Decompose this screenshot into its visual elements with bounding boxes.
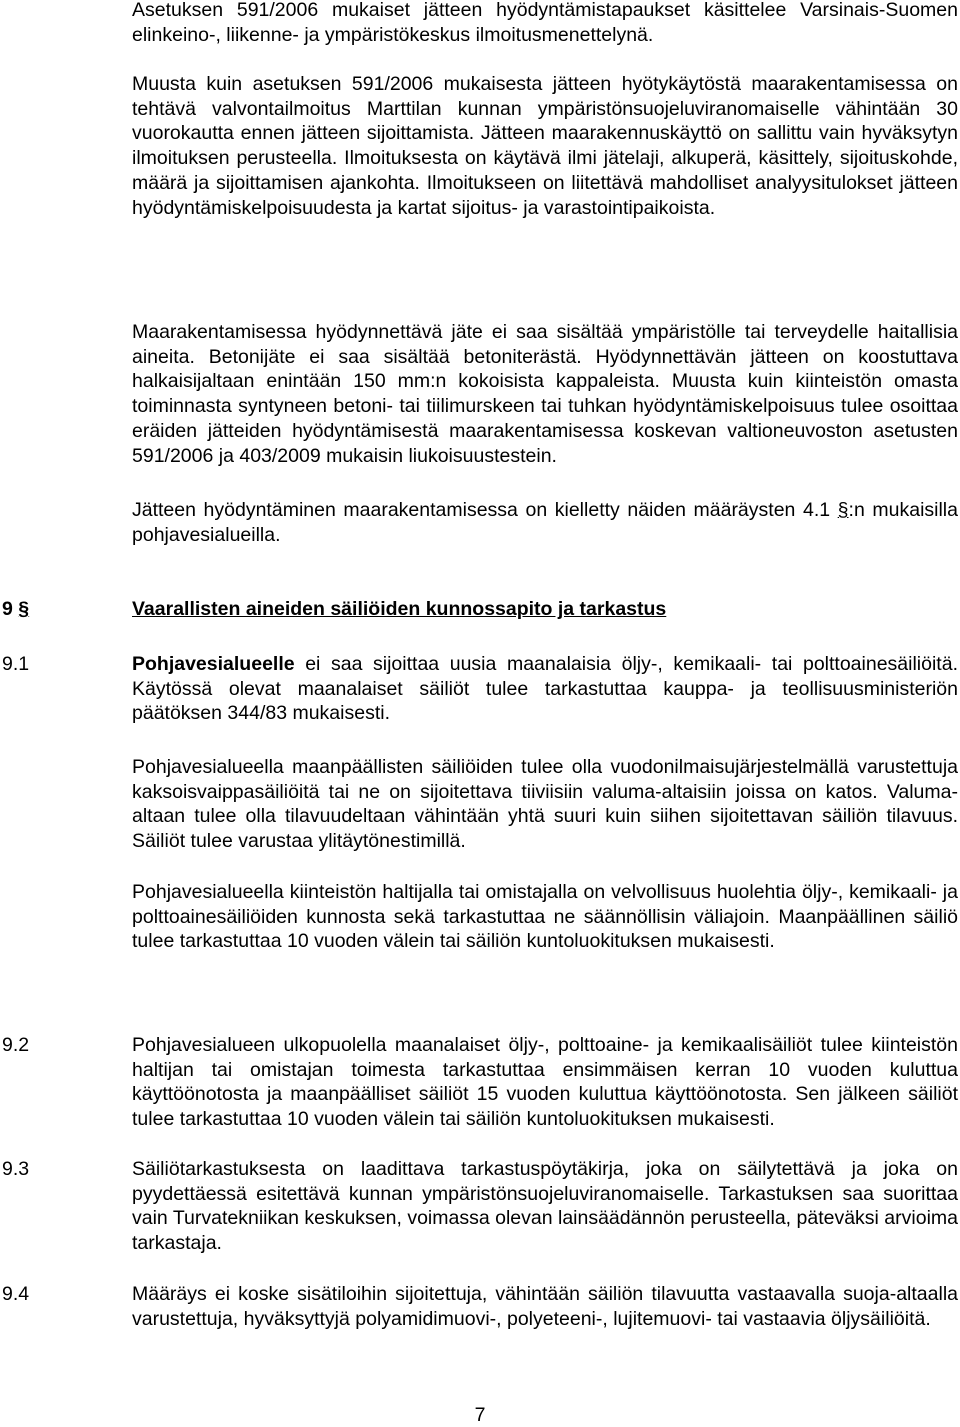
item-9-3-paragraph: Säiliötarkastuksesta on laadittava tarkastuspöytäkirja, joka on säilytettävä ja joka on pyydettäessä esitettävä kunnan ympäristönsuojeluviranomaiselle. Tarkastuksen saa suorittaa vain Turvatekniikan keskuksen, voimassa olevan lainsäädännön perusteella, päteväksi arvioima tarkastaja. (132, 1158, 958, 1255)
p4-text-after: :n mukaisilla pohjavesialueilla. (132, 499, 958, 546)
item-9-1-paragraph-1 (132, 652, 958, 726)
item-9-1-paragraph-3: Pohjavesialueella kiinteistön haltijalla tai omistajalla on velvollisuus huolehtia öljy-, kemikaali- ja polttoainesäiliöiden kunnosta sekä tarkastuttaa ne säännöllisin väliajoin. Maanpäällinen säiliö tulee tarkastuttaa 10 vuoden välein tai säiliön kuntoluokituksen mukaisesti. (132, 881, 958, 953)
item-9-4-paragraph: Määräys ei koske sisätiloihin sijoitettuja, vähintään säiliön tilavuutta vastaavalla suoja-altaalla varustettuja, hyväksyttyjä polyamidimuovi-, polyeteeni-, lujitemuovi- tai vastaavia öljysäiliöitä. (132, 1283, 958, 1330)
intro-paragraph-4 (132, 498, 958, 547)
section-sign: § (837, 499, 849, 521)
p4-text-before: Jätteen hyödyntäminen maarakentamisessa on kielletty näiden määräysten 4.1 (132, 499, 838, 521)
item-9-1-text: ei saa sijoittaa uusia maanalaisia öljy-, kemikaali- tai polttoainesäiliöitä. Käytössä olevat maanalaiset säiliöt tulee tarkastuttaa kauppa- ja teollisuusministeriön päätöksen 344/83 mukaisesti. (132, 653, 958, 725)
item-9-1-bold-term: Pohjavesialueelle (132, 653, 295, 675)
section-number: 9 (2, 598, 13, 620)
item-number-9-4: 9.4 (2, 1283, 30, 1305)
item-number-9-3: 9.3 (2, 1158, 30, 1180)
section-title: Vaarallisten aineiden säiliöiden kunnossapito ja tarkastus (132, 598, 667, 620)
intro-paragraph-1: Asetuksen 591/2006 mukaiset jätteen hyödyntämistapaukset käsittelee Varsinais-Suomen elinkeino-, liikenne- ja ympäristökeskus ilmoitusmenettelynä. (132, 0, 958, 46)
section-sign: § (18, 598, 30, 620)
page-number: 7 (474, 1404, 486, 1426)
item-9-2-paragraph: Pohjavesialueen ulkopuolella maanalaiset öljy-, polttoaine- ja kemikaalisäiliöt tulee kiinteistön haltijan tai omistajan toimesta tarkastuttaa ensimmäisen kerran 10 vuoden kuluttua käyttöönotosta ja maanpäälliset säiliöt 15 vuoden kuluttua käyttöönotosta. Sen jälkeen säiliöt tulee tarkastuttaa 10 vuoden välein tai säiliön kuntoluokituksen mukaisesti. (132, 1034, 958, 1131)
item-number-9-1: 9.1 (2, 653, 30, 675)
item-number-9-2: 9.2 (2, 1034, 30, 1056)
item-9-1-paragraph-2: Pohjavesialueella maanpäällisten säiliöiden tulee olla vuodonilmaisujärjestelmällä varustettuja kaksoisvaippasäiliöitä tai ne on sijoitettava tiiviisiin valuma-altaisiin joissa on katos. Valuma-altaan tulee olla tilavuudeltaan vähintään yhtä suuri kuin siihen sijoitettavan säiliön tilavuus. Säiliöt tulee varustaa ylitäytönestimillä. (132, 756, 958, 853)
intro-paragraph-3: Maarakentamisessa hyödynnettävä jäte ei saa sisältää ympäristölle tai terveydelle haitallisia aineita. Betonijäte ei saa sisältää betoniterästä. Hyödynnettävän jätteen on koostuttava halkaisijaltaan enintään 150 mm:n kokoisista kappaleista. Muusta kuin kiinteistön omasta toiminnasta syntyneen betoni- tai tiilimurskeen tai tuhkan hyödyntämiskelpoisuus tulee osoittaa eräiden jätteiden hyödyntämisestä maarakentamisessa koskevan valtioneuvoston asetusten 591/2006 ja 403/2009 mukaisin liukoisuustestein. (132, 321, 958, 467)
intro-paragraph-2: Muusta kuin asetuksen 591/2006 mukaisesta jätteen hyötykäytöstä maarakentamisessa on tehtävä valvontailmoitus Marttilan kunnan ympäristönsuojeluviranomaiselle vähintään 30 vuorokautta ennen jätteen sijoittamista. Jätteen maarakennuskäyttö on sallittu vain hyväksytyn ilmoituksen perusteella. Ilmoituksesta on käytävä ilmi jätelaji, alkuperä, käsittely, sijoituskohde, määrä ja sijoittamisen ajankohta. Ilmoitukseen on liitettävä mahdolliset analyysitulokset jätteen hyödyntämiskelpoisuudesta ja kartat sijoitus- ja varastointipaikoista. (132, 73, 958, 219)
